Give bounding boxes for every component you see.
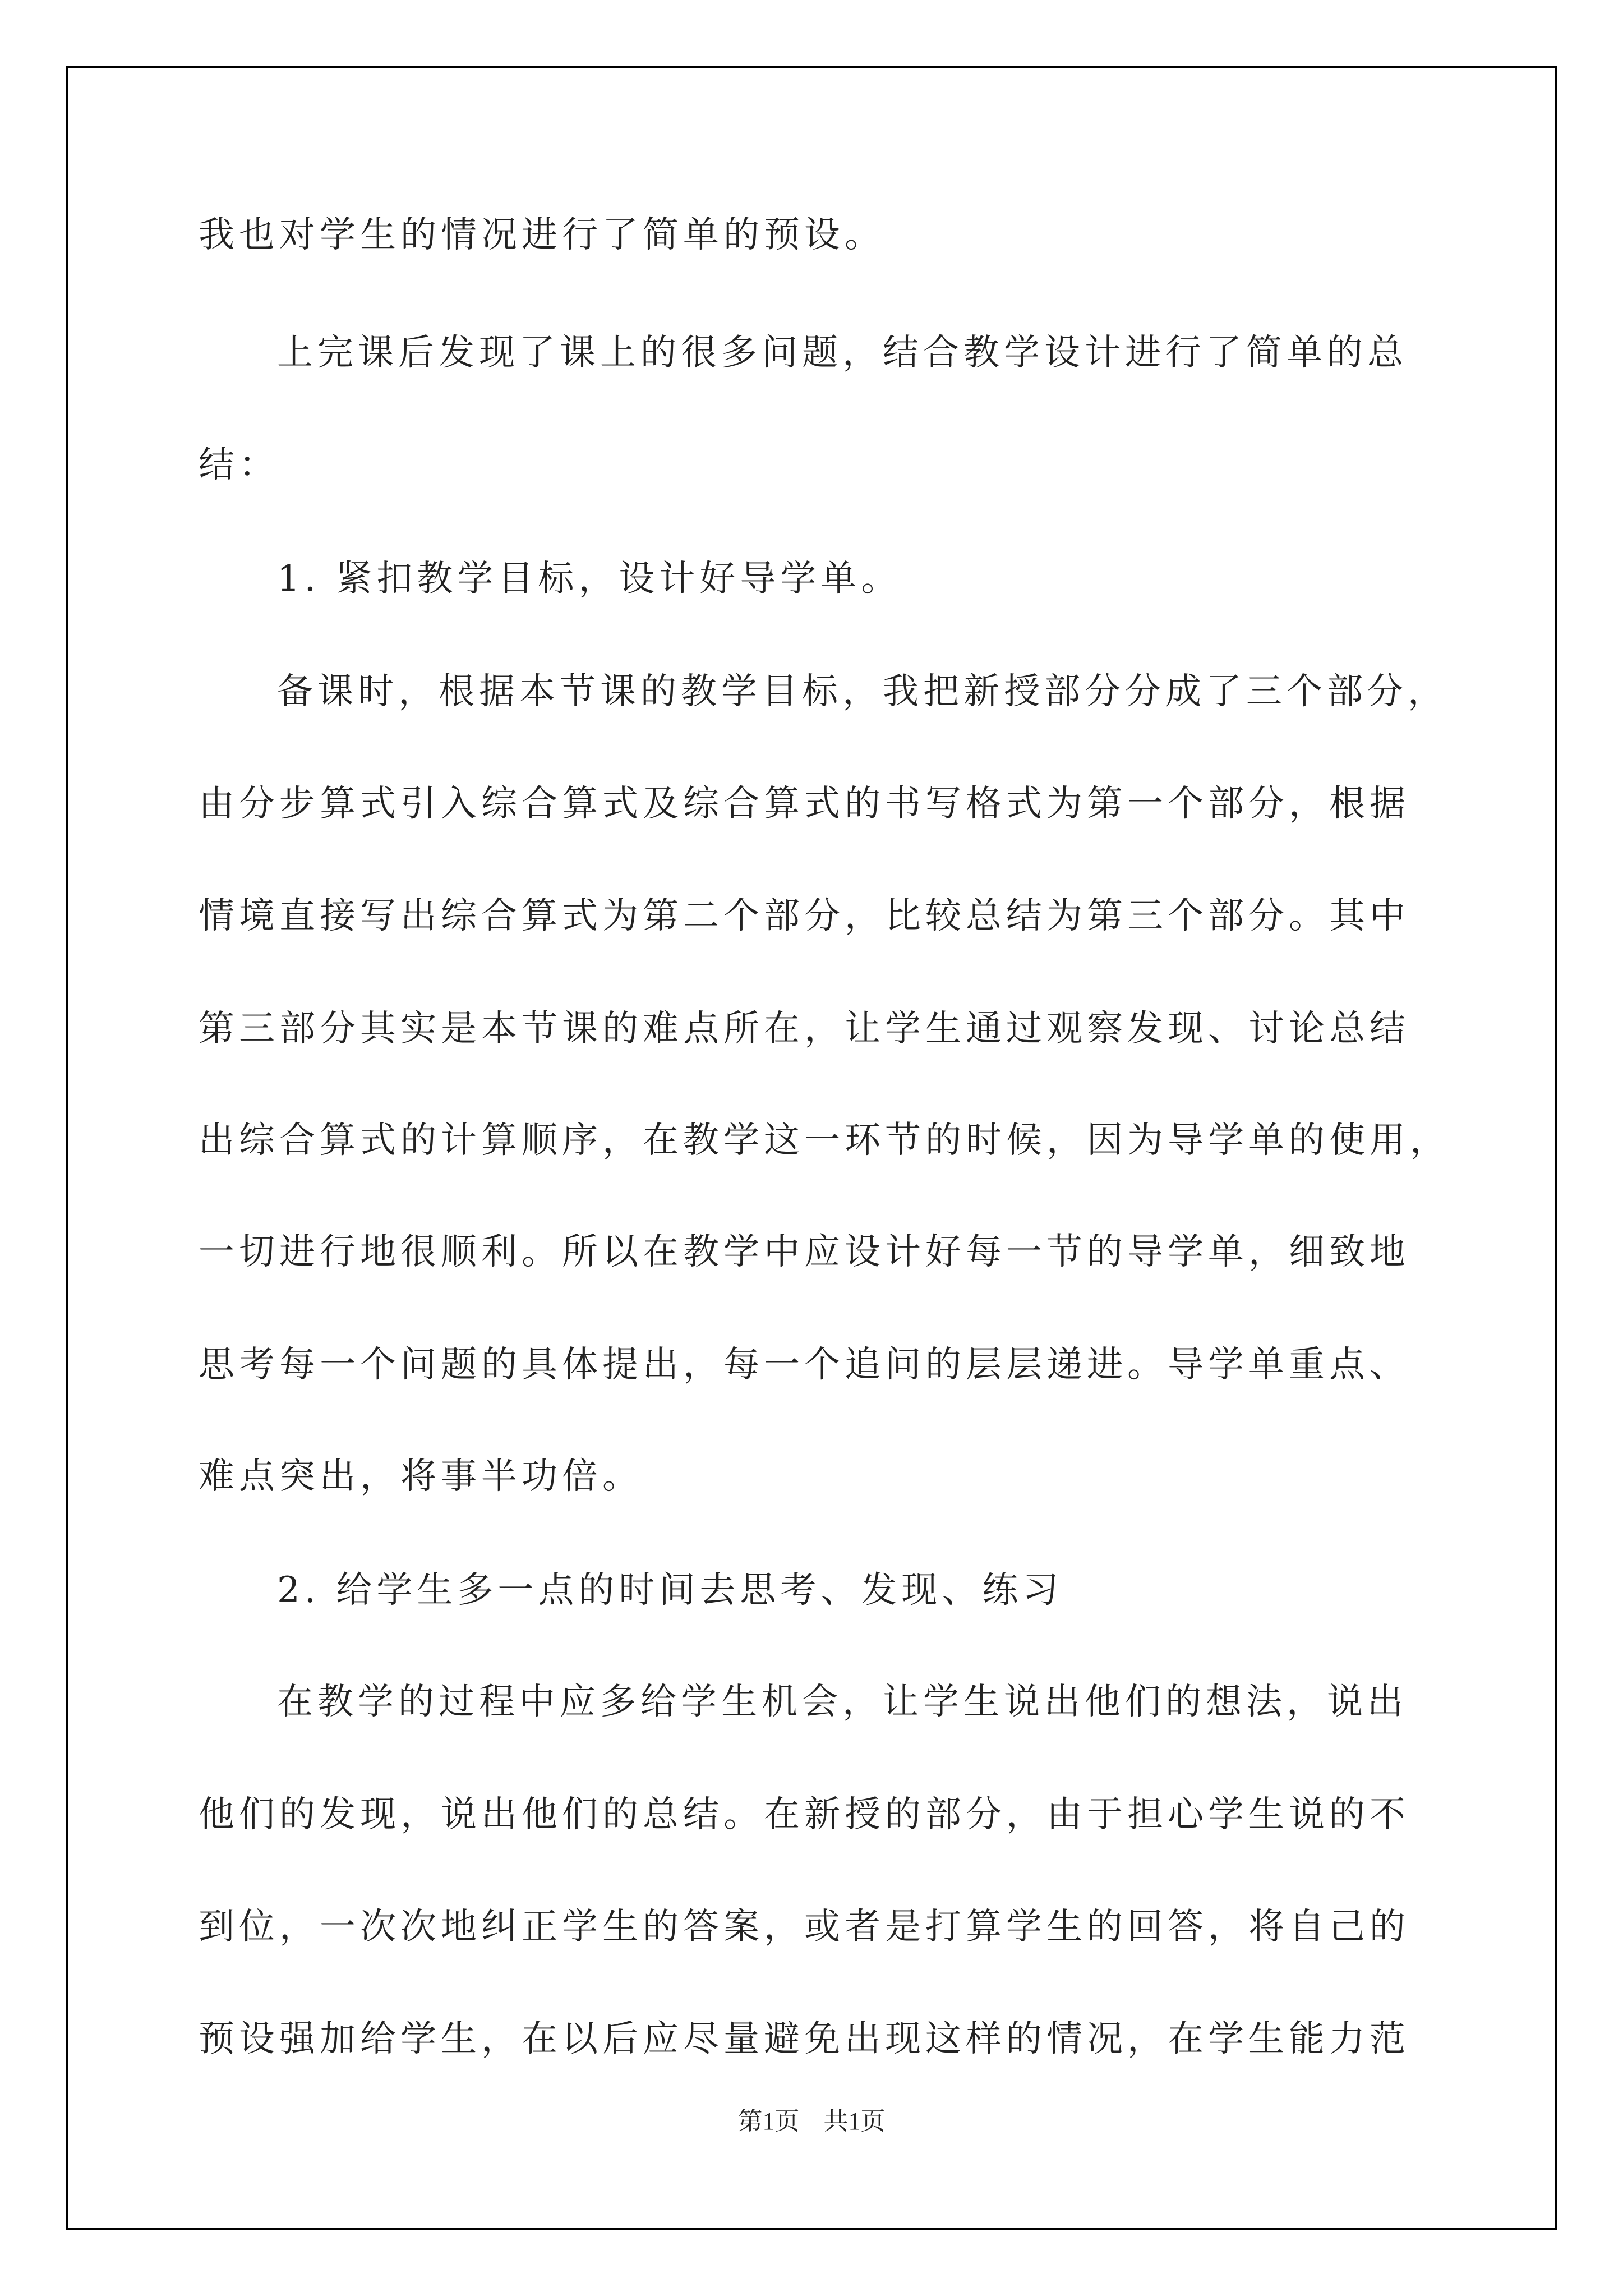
text-line: 出综合算式的计算顺序，在教学这一环节的时候，因为导学单的使用， [199,1120,1450,1161]
text-line: 一切进行地很顺利。所以在教学中应设计好每一节的导学单，细致地 [199,1231,1410,1273]
section-heading-2: 2. 给学生多一点的时间去思考、发现、练习 [277,1570,1063,1611]
paragraph-start-line: 备课时，根据本节课的教学目标，我把新授部分分成了三个部分， [277,671,1448,712]
text-line: 到位，一次次地纠正学生的答案，或者是打算学生的回答，将自己的 [199,1906,1410,1948]
paragraph-start-line: 在教学的过程中应多给学生机会，让学生说出他们的想法，说出 [277,1681,1408,1723]
section-heading-1: 1. 紧扣教学目标，设计好导学单。 [277,558,902,600]
text-line: 预设强加给学生，在以后应尽量避免出现这样的情况，在学生能力范 [199,2018,1410,2060]
text-line: 难点突出，将事半功倍。 [199,1456,643,1497]
text-line: 思考每一个问题的具体提出，每一个追问的层层递进。导学单重点、 [199,1344,1410,1386]
text-line: 情境直接写出综合算式为第二个部分，比较总结为第三个部分。其中 [199,895,1410,937]
page-number: 第1页 [737,2108,800,2135]
text-line: 我也对学生的情况进行了简单的预设。 [199,214,885,256]
page-total: 共1页 [823,2108,886,2135]
page-footer [0,2101,1623,2137]
text-line: 结： [199,444,279,486]
text-line: 由分步算式引入综合算式及综合算式的书写格式为第一个部分，根据 [199,783,1410,825]
text-line: 第三部分其实是本节课的难点所在，让学生通过观察发现、讨论总结 [199,1008,1410,1050]
text-line: 他们的发现，说出他们的总结。在新授的部分，由于担心学生说的不 [199,1794,1410,1835]
paragraph-start-line: 上完课后发现了课上的很多问题，结合教学设计进行了简单的总 [277,332,1408,374]
